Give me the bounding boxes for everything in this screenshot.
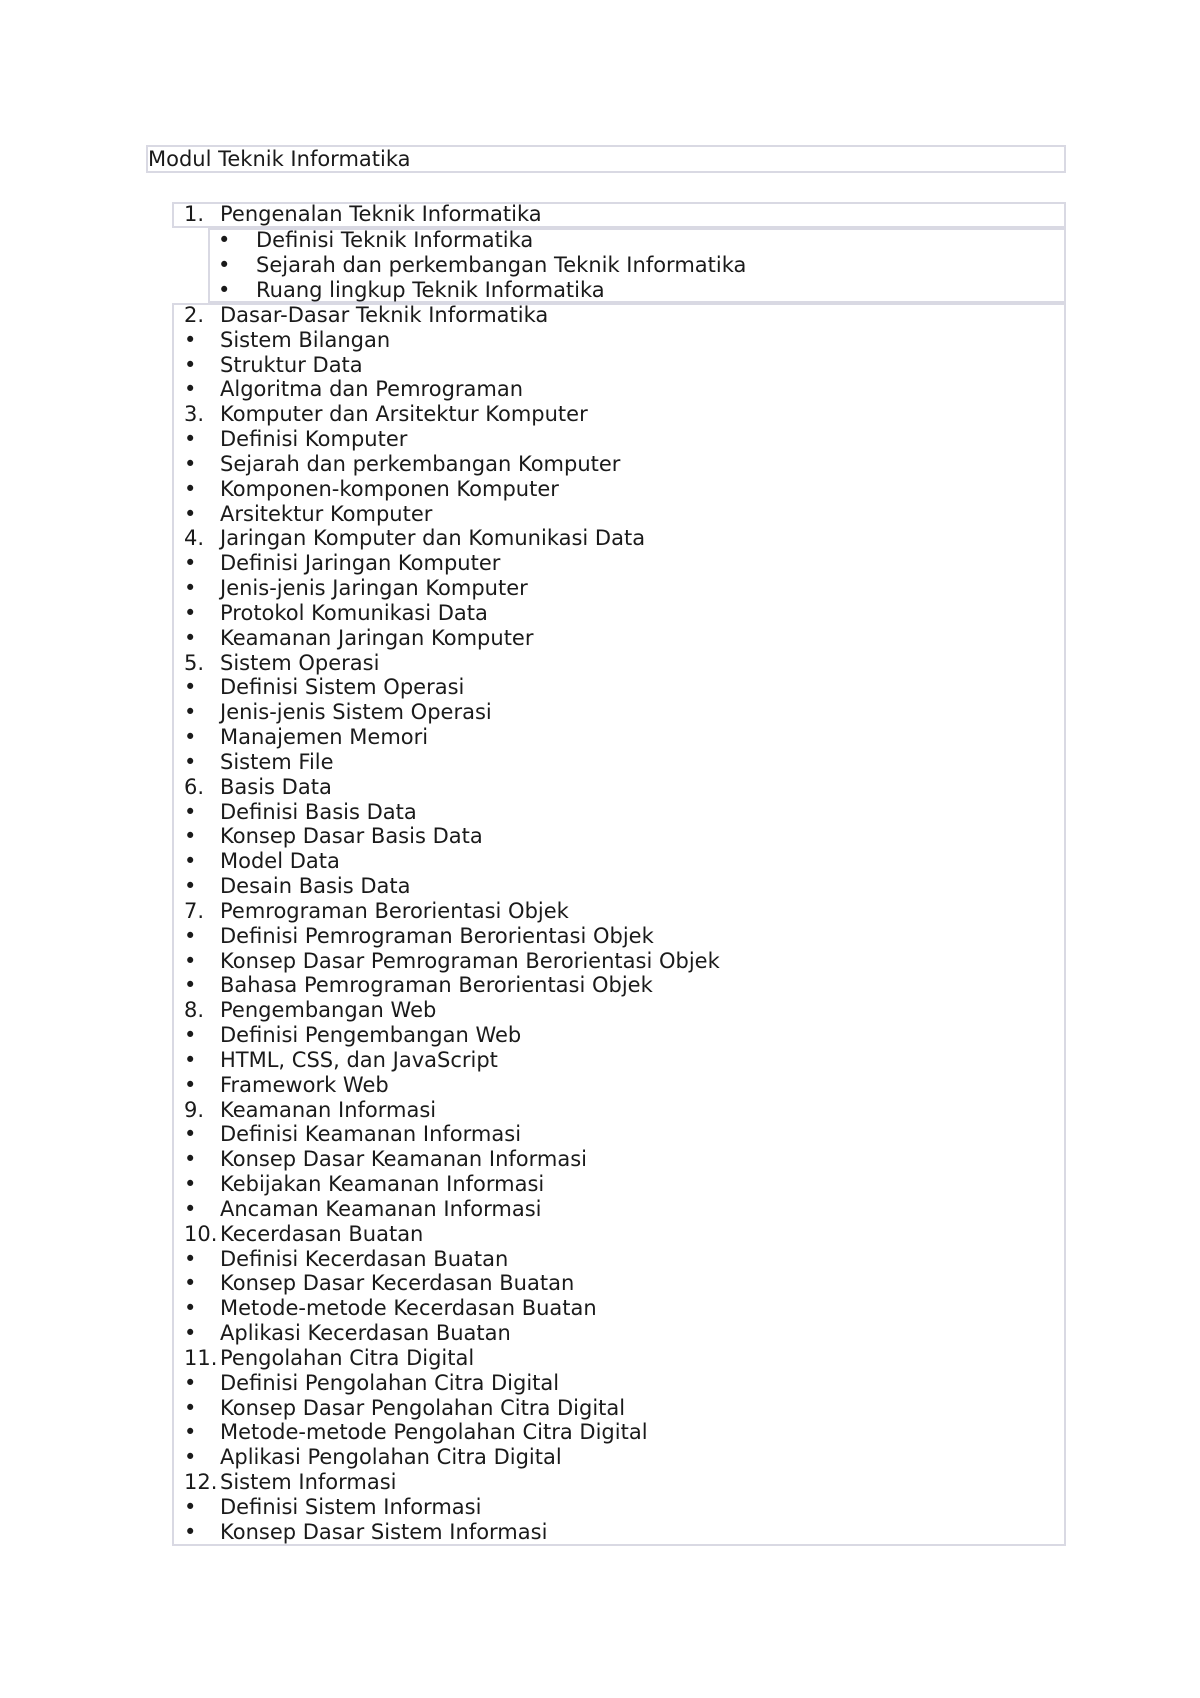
item-text: Komponen-komponen Komputer (220, 476, 559, 501)
first-item-box (172, 202, 1066, 228)
item-text: Aplikasi Pengolahan Citra Digital (220, 1445, 562, 1470)
bullet-marker: • (184, 427, 197, 452)
item-number: 1. (184, 202, 205, 226)
outline-list-box (172, 303, 1066, 1546)
bullet-marker: • (184, 1420, 197, 1445)
item-number: 4. (184, 526, 205, 551)
bullet-marker: • (184, 1023, 197, 1048)
bullet-marker: • (184, 1370, 197, 1395)
bullet-marker: • (184, 327, 197, 352)
item-number: 3. (184, 402, 205, 427)
item-text: Pengenalan Teknik Informatika (220, 202, 542, 226)
bullet-marker: • (184, 1246, 197, 1271)
item-text: Ruang lingkup Teknik Informatika (256, 278, 605, 302)
item-text: Konsep Dasar Sistem Informasi (220, 1519, 548, 1544)
item-text: Definisi Basis Data (220, 799, 417, 824)
item-text: Struktur Data (220, 352, 363, 377)
item-text: Konsep Dasar Kecerdasan Buatan (220, 1271, 575, 1296)
item-text: Sistem Operasi (220, 650, 380, 675)
item-text: Basis Data (220, 774, 332, 799)
bullet-marker: • (184, 973, 197, 998)
item-text: Jenis-jenis Jaringan Komputer (220, 576, 528, 601)
bullet-marker: • (184, 948, 197, 973)
bullet-marker: • (184, 501, 197, 526)
item-number: 11. (184, 1345, 218, 1370)
bullet-marker: • (184, 700, 197, 725)
item-text: Metode-metode Pengolahan Citra Digital (220, 1420, 648, 1445)
bullet-marker: • (184, 1321, 197, 1346)
bullet-marker: • (184, 625, 197, 650)
item-text: Framework Web (220, 1072, 389, 1097)
item-text: Aplikasi Kecerdasan Buatan (220, 1321, 511, 1346)
bullet-marker: • (184, 1494, 197, 1519)
item-text: Konsep Dasar Basis Data (220, 824, 483, 849)
item-text: Model Data (220, 849, 340, 874)
bullet-marker: • (184, 1072, 197, 1097)
item-text: Sistem Bilangan (220, 327, 391, 352)
item-text: Dasar-Dasar Teknik Informatika (220, 303, 549, 327)
bullet-marker: • (184, 1196, 197, 1221)
bullet-marker: • (184, 874, 197, 899)
bullet-marker: • (184, 1296, 197, 1321)
bullet-marker: • (184, 352, 197, 377)
item-text: Definisi Jaringan Komputer (220, 551, 501, 576)
item-text: Jenis-jenis Sistem Operasi (220, 700, 492, 725)
item-text: Pengolahan Citra Digital (220, 1345, 475, 1370)
bullet-marker: • (184, 675, 197, 700)
bullet-marker: • (184, 923, 197, 948)
item-number: 12. (184, 1470, 218, 1494)
document-title-box (146, 145, 1066, 173)
item-number: 7. (184, 898, 205, 923)
bullet-marker: • (184, 1395, 197, 1420)
item-text: Metode-metode Kecerdasan Buatan (220, 1296, 597, 1321)
bullet-marker: • (184, 377, 197, 402)
bullet-marker: • (184, 1271, 197, 1296)
item-number: 9. (184, 1097, 205, 1122)
bullet-marker: • (218, 278, 231, 302)
item-text: Definisi Pengolahan Citra Digital (220, 1370, 560, 1395)
item-text: Konsep Dasar Pemrograman Berorientasi Objek (220, 948, 720, 973)
document-title: Modul Teknik Informatika (148, 147, 411, 171)
bullet-marker: • (184, 476, 197, 501)
item-text: Sejarah dan perkembangan Teknik Informatika (256, 253, 747, 277)
bullet-marker: • (184, 1519, 197, 1544)
item-text: Sejarah dan perkembangan Komputer (220, 451, 621, 476)
item-text: Definisi Pemrograman Berorientasi Objek (220, 923, 654, 948)
bullet-marker: • (184, 551, 197, 576)
item-text: Kecerdasan Buatan (220, 1221, 424, 1246)
item-text: Definisi Pengembangan Web (220, 1023, 522, 1048)
item-text: HTML, CSS, dan JavaScript (220, 1047, 498, 1072)
item-text: Ancaman Keamanan Informasi (220, 1196, 542, 1221)
bullet-marker: • (184, 600, 197, 625)
item-number: 6. (184, 774, 205, 799)
item-text: Keamanan Jaringan Komputer (220, 625, 534, 650)
bullet-marker: • (184, 799, 197, 824)
bullet-marker: • (184, 725, 197, 750)
bullet-marker: • (218, 228, 231, 252)
item-text: Jaringan Komputer dan Komunikasi Data (220, 526, 646, 551)
bullet-marker: • (184, 824, 197, 849)
item-text: Algoritma dan Pemrograman (220, 377, 524, 402)
bullet-marker: • (184, 576, 197, 601)
item-text: Definisi Kecerdasan Buatan (220, 1246, 509, 1271)
item-text: Konsep Dasar Pengolahan Citra Digital (220, 1395, 626, 1420)
item-text: Sistem Informasi (220, 1470, 397, 1494)
bullet-marker: • (184, 1122, 197, 1147)
item-text: Pemrograman Berorientasi Objek (220, 898, 569, 923)
item-text: Komputer dan Arsitektur Komputer (220, 402, 588, 427)
item-text: Desain Basis Data (220, 874, 411, 899)
item-text: Pengembangan Web (220, 998, 437, 1023)
item-number: 8. (184, 998, 205, 1023)
item-text: Konsep Dasar Keamanan Informasi (220, 1147, 588, 1172)
bullet-marker: • (184, 749, 197, 774)
item-text: Definisi Sistem Operasi (220, 675, 465, 700)
bullet-marker: • (184, 1047, 197, 1072)
bullet-marker: • (218, 253, 231, 277)
item-text: Sistem File (220, 749, 334, 774)
item-number: 5. (184, 650, 205, 675)
item-text: Protokol Komunikasi Data (220, 600, 488, 625)
bullet-marker: • (184, 1172, 197, 1197)
bullet-marker: • (184, 451, 197, 476)
item-text: Definisi Komputer (220, 427, 408, 452)
item-text: Manajemen Memori (220, 725, 429, 750)
item-number: 2. (184, 303, 205, 327)
item-text: Definisi Sistem Informasi (220, 1494, 482, 1519)
item-text: Definisi Teknik Informatika (256, 228, 534, 252)
bullet-marker: • (184, 1147, 197, 1172)
item-text: Definisi Keamanan Informasi (220, 1122, 522, 1147)
item-number: 10. (184, 1221, 218, 1246)
item-text: Keamanan Informasi (220, 1097, 437, 1122)
item-text: Arsitektur Komputer (220, 501, 433, 526)
item-text: Kebijakan Keamanan Informasi (220, 1172, 545, 1197)
first-subitems-box (208, 228, 1066, 303)
bullet-marker: • (184, 1445, 197, 1470)
item-text: Bahasa Pemrograman Berorientasi Objek (220, 973, 653, 998)
bullet-marker: • (184, 849, 197, 874)
